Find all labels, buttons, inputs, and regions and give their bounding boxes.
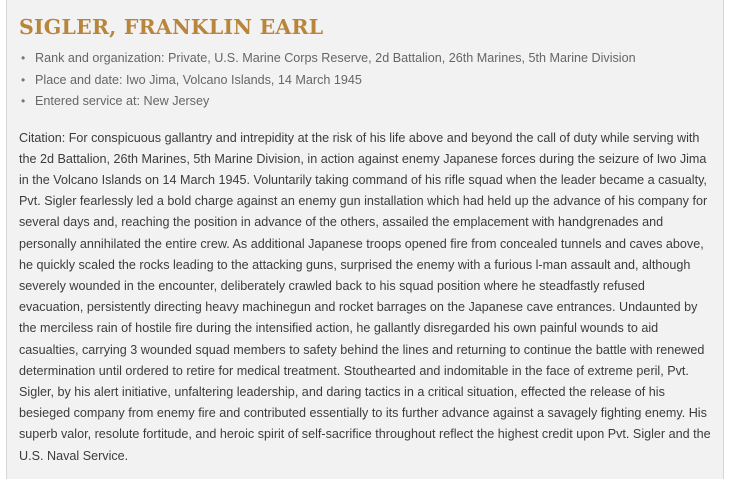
recipient-card <box>6 0 724 479</box>
bullet-icon: • <box>21 94 26 108</box>
recipient-name: SIGLER, FRANKLIN EARL <box>19 15 324 39</box>
fact-text: Entered service at: New Jersey <box>35 94 210 108</box>
bullet-icon: • <box>21 72 26 87</box>
fact-text: Place and date: Iwo Jima, Volcano Islands, 14 March 1945 <box>35 72 362 87</box>
fact-rank-organization <box>19 48 712 70</box>
fact-place-date <box>19 70 712 92</box>
fact-entered-service <box>19 91 712 113</box>
facts-list <box>19 48 712 113</box>
fact-text: Rank and organization: Private, U.S. Marine Corps Reserve, 2d Battalion, 26th Marines, 5th Marine Division <box>35 51 636 65</box>
citation-text: Citation: For conspicuous gallantry and intrepidity at the risk of his life above and beyond the call of duty while serving with the 2d Battalion, 26th Marines, 5th Marine Division, in action against enemy Japanese forces during the seizure of Iwo Jima in the Volcano Islands on 14 March 1945. Voluntarily taking command of his rifle squad when the leader became a casualty, Pvt. Sigler fearlessly led a bold charge against an enemy gun installation which had held up the advance of his company for several days and, reaching the position in advance of the others, assailed the emplacement with handgrenades and personally annihilated the entire crew. As additional Japanese troops opened fire from concealed tunnels and caves above, he quickly scaled the rocks leading to the attacking guns, surprised the enemy with a furious l-man assault and, although severely wounded in the encounter, deliberately crawled back to his squad position where he steadfastly refused evacuation, persistently directing heavy machinegun and rocket barrages on the Japanese cave entrances. Undaunted by the merciless rain of hostile fire during the intensified action, he gallantly disregarded his own painful wounds to aid casualties, carrying 3 wounded squad members to safety behind the lines and returning to continue the battle with renewed determination until ordered to retire for medical treatment. Stouthearted and indomitable in the face of extreme peril, Pvt. Sigler, by his alert initiative, unfaltering leadership, and daring tactics in a critical situation, effected the release of his besieged company from enemy fire and contributed essentially to its further advance against a savagely fighting enemy. His superb valor, resolute fortitude, and heroic spirit of self-sacrifice throughout reflect the highest credit upon Pvt. Sigler and the U.S. Naval Service. <box>19 130 711 463</box>
bullet-icon: • <box>21 51 26 65</box>
